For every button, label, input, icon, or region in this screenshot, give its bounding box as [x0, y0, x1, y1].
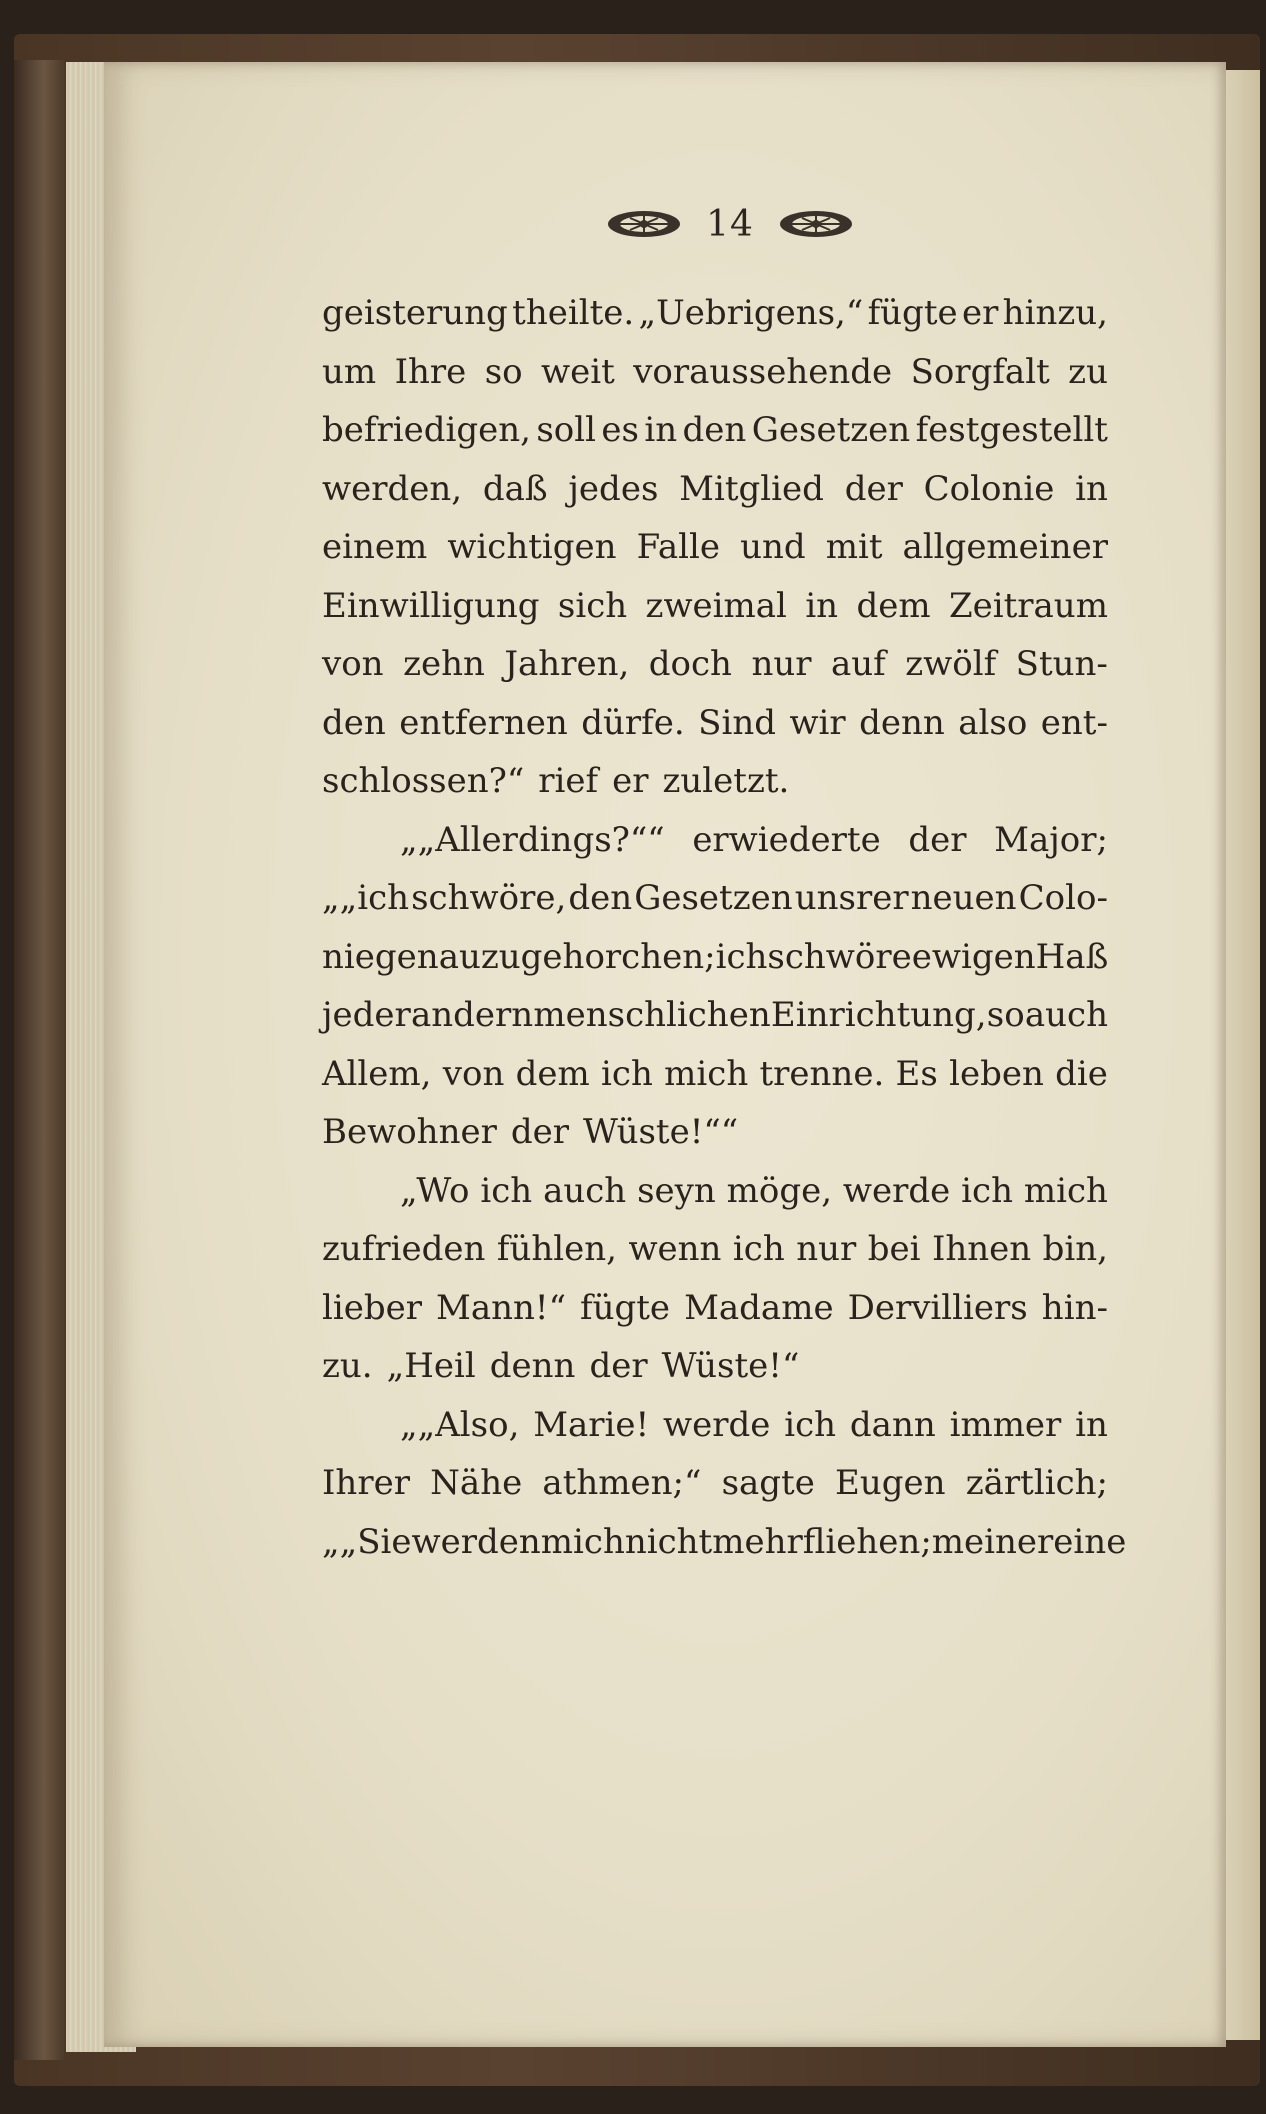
word: zu: [1068, 351, 1108, 392]
word: allgemeiner: [902, 527, 1108, 567]
word: athmen;“: [542, 1463, 702, 1503]
word: fühlen,: [496, 1229, 617, 1269]
word: „„Also,: [400, 1404, 520, 1445]
word: Dervilliers: [847, 1287, 1028, 1328]
word: lieber: [322, 1287, 423, 1328]
word: die: [1055, 1053, 1108, 1094]
word: bin,: [1042, 1229, 1108, 1269]
word: mehr: [712, 1521, 803, 1562]
word: der: [844, 468, 903, 509]
word: denn: [859, 702, 945, 743]
word: der: [589, 1346, 648, 1386]
word: in: [1075, 468, 1108, 509]
word: den: [682, 410, 747, 450]
word: der: [908, 819, 967, 860]
word: den: [568, 878, 633, 918]
text-line: [322, 1337, 1108, 1396]
word: zwölf: [905, 644, 997, 684]
word: schwöre,: [411, 878, 567, 918]
word: neuen: [910, 878, 1017, 918]
word: zehn: [403, 644, 485, 684]
word: „„Allerdings?““: [400, 819, 665, 860]
word: Mitglied: [679, 468, 824, 509]
text-line: [322, 811, 1108, 870]
word: auf: [830, 644, 886, 684]
text-line: [322, 986, 1108, 1045]
word: ich: [961, 1170, 1013, 1211]
word: Gesetzen: [751, 410, 911, 450]
word: doch: [648, 644, 732, 684]
word: Zeitraum: [948, 585, 1108, 626]
ornament-left-icon: [606, 208, 682, 240]
word: er: [612, 761, 649, 801]
word: ent-: [1040, 702, 1108, 743]
word: Allem,: [322, 1053, 432, 1094]
text-line: [322, 869, 1108, 928]
word: „„ich: [322, 878, 410, 918]
word: fügte: [580, 1287, 671, 1328]
word: den: [322, 702, 386, 743]
word: mich: [1023, 1170, 1108, 1211]
word: fliehen;: [802, 1521, 932, 1562]
word: Colonie: [923, 468, 1055, 509]
word: nicht: [624, 1521, 713, 1562]
book-spine: [14, 60, 64, 2060]
word: er: [961, 293, 999, 333]
word: es: [601, 410, 639, 450]
word: dem: [515, 1053, 590, 1094]
word: Wüste!““: [583, 1112, 739, 1152]
word: dürfe.: [581, 702, 685, 743]
page-number: 14: [706, 203, 754, 245]
word: werde: [663, 1404, 771, 1445]
word: Stun-: [1015, 644, 1108, 684]
word: hinzu,: [1002, 293, 1108, 333]
word: zärtlich;: [965, 1463, 1108, 1503]
word: um: [322, 351, 377, 392]
word: „Heil: [386, 1346, 476, 1386]
word: Major;: [994, 819, 1108, 860]
word: wenn: [628, 1229, 722, 1269]
text-line: [322, 1396, 1108, 1455]
word: zweimal: [645, 585, 787, 626]
word: Jahren,: [504, 644, 630, 684]
word: sagte: [721, 1463, 815, 1503]
word: weit: [541, 351, 615, 392]
word: reine: [1037, 1521, 1127, 1562]
text-line: [322, 1103, 1108, 1162]
word: seyn: [637, 1170, 716, 1211]
word: von: [322, 644, 384, 684]
text-line: [322, 694, 1108, 753]
word: werden,: [322, 468, 463, 509]
word: Madame: [684, 1287, 834, 1328]
word: Ihrer: [322, 1463, 410, 1503]
text-line: [322, 1279, 1108, 1338]
word: und: [740, 527, 806, 567]
word: nie: [322, 936, 375, 977]
word: entfernen: [399, 702, 568, 743]
page-header: [580, 196, 880, 252]
word: Eugen: [835, 1463, 946, 1503]
word: zuletzt.: [662, 761, 790, 801]
word: ich: [601, 1053, 653, 1094]
word: Sind: [698, 702, 776, 743]
word: Nähe: [430, 1463, 523, 1503]
text-line: [322, 518, 1108, 577]
word: Sorgfalt: [910, 351, 1050, 392]
text-line: [322, 460, 1108, 519]
word: „Uebrigens,“: [638, 293, 864, 333]
word: genau: [374, 936, 481, 977]
word: trenne.: [759, 1053, 885, 1094]
word: denn: [489, 1346, 576, 1386]
text-line: [322, 752, 1108, 811]
word: Haß: [1035, 936, 1109, 977]
word: Einwilligung: [322, 585, 540, 626]
word: mich: [540, 1521, 625, 1562]
word: zu: [480, 936, 521, 977]
word: nur: [751, 644, 812, 684]
word: der: [510, 1112, 569, 1152]
word: so: [986, 995, 1025, 1035]
text-line: [322, 1162, 1108, 1221]
word: bei: [867, 1229, 921, 1269]
word: in: [1075, 1404, 1108, 1445]
word: meine: [931, 1521, 1038, 1562]
word: Colo-: [1018, 878, 1108, 918]
text-line: [322, 928, 1108, 987]
word: voraussehende: [633, 351, 893, 392]
word: ich: [480, 1170, 533, 1211]
word: Ihnen: [931, 1229, 1032, 1269]
word: in: [805, 585, 839, 626]
word: erwiederte: [692, 819, 881, 860]
word: auch: [543, 1170, 627, 1211]
word: leben: [949, 1053, 1044, 1094]
word: so: [484, 351, 523, 392]
text-line: [322, 1220, 1108, 1279]
word: ewigen: [911, 936, 1036, 977]
word: menschlichen: [533, 995, 771, 1035]
word: wir: [789, 702, 846, 743]
ornament-right-icon: [778, 208, 854, 240]
text-line: [322, 577, 1108, 636]
word: Bewohner: [322, 1112, 497, 1152]
word: Gesetzen: [634, 878, 793, 918]
word: „Wo: [400, 1170, 470, 1211]
word: sich: [557, 585, 628, 626]
word: Einrichtung,: [770, 995, 987, 1035]
word: also: [958, 702, 1028, 743]
word: Ihre: [394, 351, 467, 392]
word: ich: [732, 1229, 785, 1269]
word: befriedigen,: [322, 410, 531, 450]
word: Falle: [636, 527, 721, 567]
word: Marie!: [533, 1404, 650, 1445]
word: Mann!“: [436, 1287, 566, 1328]
text-line: [322, 343, 1108, 402]
word: theilte.: [512, 293, 635, 333]
word: rief: [538, 761, 599, 801]
word: immer: [949, 1404, 1062, 1445]
word: soll: [536, 410, 597, 450]
page-body: [322, 284, 1127, 1571]
word: schwöre: [767, 936, 912, 977]
word: festgestellt: [915, 410, 1108, 450]
text-line: [322, 1454, 1108, 1513]
word: jedes: [568, 468, 659, 509]
word: daß: [482, 468, 548, 509]
word: einem: [322, 527, 428, 567]
word: gehorchen;: [520, 936, 716, 977]
word: dann: [849, 1404, 936, 1445]
word: jeder: [322, 995, 411, 1035]
word: unsrer: [794, 878, 909, 918]
word: möge,: [726, 1170, 833, 1211]
text-line: [322, 284, 1108, 343]
word: zu.: [322, 1346, 373, 1386]
word: geisterung: [322, 293, 508, 333]
word: ich: [715, 936, 768, 977]
right-page-edge: [1226, 70, 1260, 2040]
word: Es: [895, 1053, 938, 1094]
text-line: [322, 1513, 1127, 1572]
word: auch: [1024, 995, 1108, 1035]
word: „„Sie: [322, 1521, 412, 1562]
word: zufrieden: [322, 1229, 486, 1269]
text-line: [322, 635, 1108, 694]
word: nur: [796, 1229, 857, 1269]
word: schlossen?“: [322, 761, 525, 801]
word: hin-: [1041, 1287, 1108, 1328]
word: Wüste!“: [661, 1346, 800, 1386]
text-line: [322, 1045, 1108, 1104]
word: werden: [411, 1521, 541, 1562]
word: von: [442, 1053, 505, 1094]
word: andern: [410, 995, 534, 1035]
word: in: [644, 410, 678, 450]
word: ich: [784, 1404, 837, 1445]
word: wichtigen: [447, 527, 617, 567]
text-line: [322, 401, 1108, 460]
word: werde: [842, 1170, 951, 1211]
word: fügte: [867, 293, 958, 333]
word: mich: [664, 1053, 749, 1094]
word: dem: [856, 585, 931, 626]
word: mit: [825, 527, 883, 567]
